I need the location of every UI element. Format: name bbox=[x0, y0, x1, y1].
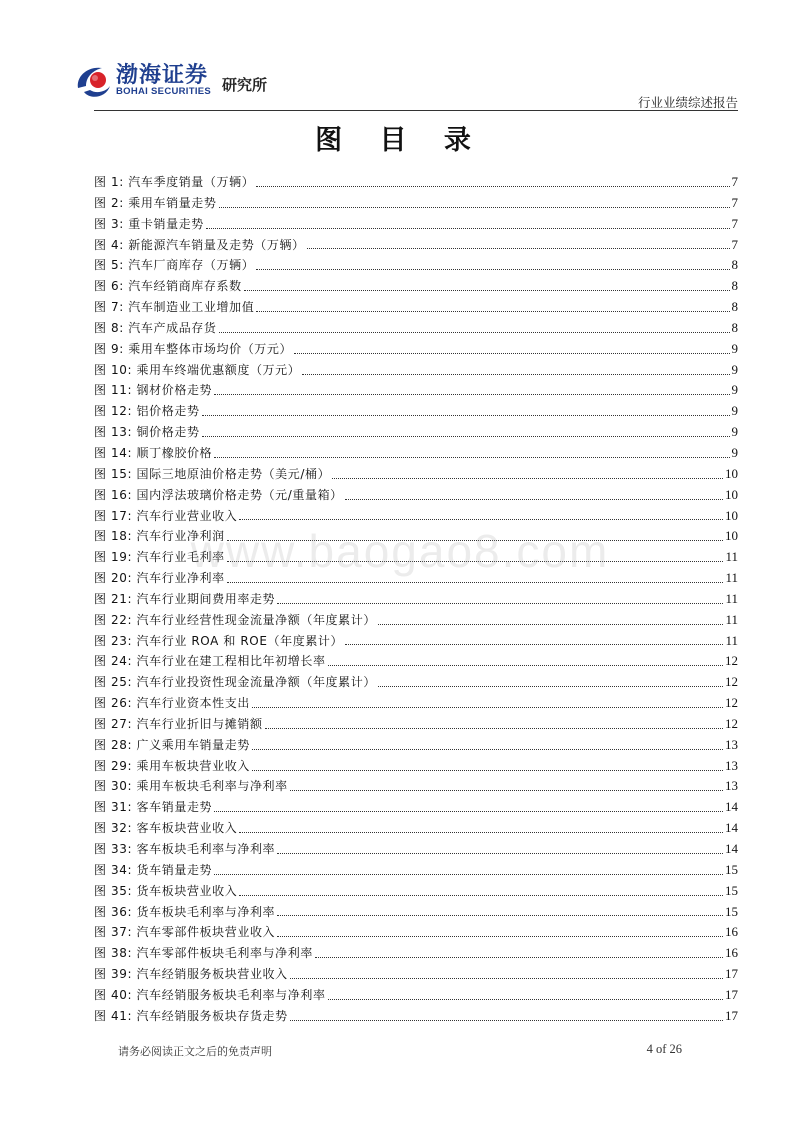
toc-dot-leader bbox=[277, 936, 723, 937]
toc-entry[interactable] bbox=[94, 631, 738, 652]
watermark: www.baogao8.com bbox=[190, 525, 610, 577]
toc-entry-page[interactable]: 9 bbox=[731, 424, 738, 440]
toc-dot-leader bbox=[252, 770, 723, 771]
toc-entry-label[interactable]: 图 31: 客车销量走势 bbox=[94, 800, 213, 815]
toc-entry-label[interactable]: 图 24: 汽车行业在建工程相比年初增长率 bbox=[94, 654, 326, 669]
toc-dot-leader bbox=[277, 853, 723, 854]
toc-entry-page[interactable]: 17 bbox=[725, 986, 738, 1002]
toc-entry[interactable] bbox=[94, 380, 738, 401]
toc-entry-label[interactable]: 图 26: 汽车行业资本性支出 bbox=[94, 696, 250, 711]
toc-dot-leader bbox=[214, 811, 723, 812]
toc-entry-page[interactable]: 9 bbox=[731, 444, 738, 460]
toc-entry[interactable] bbox=[94, 672, 738, 693]
toc-dot-leader bbox=[315, 957, 723, 958]
toc-entry-label[interactable]: 图 35: 货车板块营业收入 bbox=[94, 883, 238, 898]
toc-entry-page[interactable]: 8 bbox=[731, 319, 738, 335]
toc-dot-leader bbox=[307, 248, 730, 249]
toc-dot-leader bbox=[332, 478, 723, 479]
toc-entry-label[interactable]: 图 39: 汽车经销服务板块营业收入 bbox=[94, 967, 288, 982]
toc-entry[interactable] bbox=[94, 902, 738, 923]
toc-entry[interactable] bbox=[94, 526, 738, 547]
toc-entry-label[interactable]: 图 11: 钢材价格走势 bbox=[94, 383, 213, 398]
toc-entry[interactable] bbox=[94, 485, 738, 506]
toc-entry-page[interactable]: 7 bbox=[731, 236, 738, 252]
toc-dot-leader bbox=[239, 832, 723, 833]
toc-dot-leader bbox=[227, 540, 723, 541]
toc-entry[interactable] bbox=[94, 693, 738, 714]
toc-entry-page[interactable]: 17 bbox=[725, 966, 738, 982]
toc-entry-label[interactable]: 图 9: 乘用车整体市场均价（万元） bbox=[94, 341, 293, 356]
toc-entry-label[interactable]: 图 1: 汽车季度销量（万辆） bbox=[94, 175, 255, 189]
toc-entry-label[interactable]: 图 34: 货车销量走势 bbox=[94, 862, 213, 877]
toc-entry[interactable] bbox=[94, 193, 738, 214]
toc-dot-leader bbox=[302, 374, 729, 375]
toc-entry-page[interactable]: 10 bbox=[725, 528, 738, 544]
toc-entry-page[interactable]: 7 bbox=[731, 194, 738, 210]
toc-dot-leader bbox=[244, 290, 730, 291]
toc-entry-page[interactable]: 9 bbox=[731, 382, 738, 398]
toc-entry-label[interactable]: 图 17: 汽车行业营业收入 bbox=[94, 508, 238, 523]
toc-entry-label[interactable]: 图 4: 新能源汽车销量及走势（万辆） bbox=[94, 237, 305, 252]
toc-entry[interactable] bbox=[94, 568, 738, 589]
toc-entry-label[interactable]: 图 41: 汽车经销服务板块存货走势 bbox=[94, 1008, 288, 1023]
toc-entry-label[interactable]: 图 14: 顺丁橡胶价格 bbox=[94, 445, 213, 460]
toc-entry[interactable] bbox=[94, 297, 738, 318]
toc-dot-leader bbox=[277, 915, 723, 916]
toc-dot-leader bbox=[256, 186, 729, 187]
toc-dot-leader bbox=[219, 207, 730, 208]
toc-entry[interactable] bbox=[94, 214, 738, 235]
toc-entry-label[interactable]: 图 30: 乘用车板块毛利率与净利率 bbox=[94, 779, 288, 794]
toc-entry-label[interactable]: 图 25: 汽车行业投资性现金流量净额（年度累计） bbox=[94, 675, 376, 690]
toc-entry[interactable] bbox=[94, 255, 738, 276]
toc-entry-page[interactable]: 17 bbox=[725, 1007, 738, 1023]
toc-entry[interactable] bbox=[94, 464, 738, 485]
toc-entry[interactable] bbox=[94, 922, 738, 943]
toc-entry-page[interactable]: 9 bbox=[731, 361, 738, 377]
footer-page-number: 4 of 26 bbox=[646, 1042, 682, 1056]
toc-entry-page[interactable]: 11 bbox=[725, 590, 738, 606]
toc-entry-page[interactable]: 11 bbox=[725, 570, 738, 586]
toc-entry[interactable] bbox=[94, 651, 738, 672]
toc-dot-leader bbox=[290, 978, 723, 979]
toc-entry-page[interactable]: 13 bbox=[725, 757, 738, 773]
toc-entry-label[interactable]: 图 22: 汽车行业经营性现金流量净额（年度累计） bbox=[94, 612, 376, 627]
toc-entry-page[interactable]: 7 bbox=[731, 174, 738, 189]
toc-entry-page[interactable]: 8 bbox=[731, 278, 738, 294]
toc-dot-leader bbox=[328, 999, 723, 1000]
toc-entry[interactable] bbox=[94, 339, 738, 360]
toc-entry-page[interactable]: 15 bbox=[725, 903, 738, 919]
toc-entry-page[interactable]: 13 bbox=[725, 778, 738, 794]
toc-entry-page[interactable]: 11 bbox=[725, 611, 738, 627]
toc-entry[interactable] bbox=[94, 964, 738, 985]
toc-dot-leader bbox=[214, 457, 729, 458]
toc-entry-page[interactable]: 14 bbox=[725, 820, 738, 836]
toc-dot-leader bbox=[345, 499, 723, 500]
toc-entry[interactable] bbox=[94, 401, 738, 422]
toc-dot-leader bbox=[202, 415, 730, 416]
toc-dot-leader bbox=[277, 603, 723, 604]
toc-entry-label[interactable]: 图 10: 乘用车终端优惠额度（万元） bbox=[94, 362, 301, 377]
toc-entry[interactable] bbox=[94, 756, 738, 777]
toc-entry-label[interactable]: 图 40: 汽车经销服务板块毛利率与净利率 bbox=[94, 987, 326, 1002]
toc-dot-leader bbox=[252, 707, 723, 708]
toc-entry[interactable] bbox=[94, 714, 738, 735]
toc-entry-page[interactable]: 12 bbox=[725, 653, 738, 669]
toc-entry-label[interactable]: 图 2: 乘用车销量走势 bbox=[94, 195, 217, 210]
toc-entry[interactable] bbox=[94, 422, 738, 443]
footer-disclaimer: 请务必阅读正文之后的免责声明 bbox=[118, 1045, 272, 1058]
toc-dot-leader bbox=[256, 311, 729, 312]
toc-entry[interactable] bbox=[94, 839, 738, 860]
toc-dot-leader bbox=[252, 749, 723, 750]
toc-entry-label[interactable]: 图 18: 汽车行业净利润 bbox=[94, 529, 225, 544]
page-header bbox=[0, 0, 800, 112]
toc-entry-label[interactable]: 图 36: 货车板块毛利率与净利率 bbox=[94, 904, 276, 919]
toc-entry-page[interactable]: 8 bbox=[731, 299, 738, 315]
toc-entry-page[interactable]: 12 bbox=[725, 715, 738, 731]
toc-entry-page[interactable]: 10 bbox=[725, 465, 738, 481]
toc-dot-leader bbox=[227, 561, 724, 562]
toc-entry[interactable] bbox=[94, 1006, 738, 1027]
toc-entry[interactable] bbox=[94, 589, 738, 610]
toc-entry-page[interactable]: 8 bbox=[731, 257, 738, 273]
toc-entry[interactable] bbox=[94, 776, 738, 797]
logo-english-name: BOHAI SECURITIES bbox=[116, 86, 212, 97]
toc-entry-label[interactable]: 图 27: 汽车行业折旧与摊销额 bbox=[94, 716, 263, 731]
toc-dot-leader bbox=[290, 1020, 723, 1021]
toc-dot-leader bbox=[219, 332, 730, 333]
toc-entry-page[interactable]: 10 bbox=[725, 486, 738, 502]
toc-dot-leader bbox=[378, 686, 723, 687]
toc-entry[interactable] bbox=[94, 985, 738, 1006]
toc-entry[interactable] bbox=[94, 235, 738, 256]
toc-entry[interactable] bbox=[94, 443, 738, 464]
toc-entry-label[interactable]: 图 13: 铜价格走势 bbox=[94, 425, 200, 440]
toc-entry[interactable] bbox=[94, 318, 738, 339]
toc-entry-label[interactable]: 图 5: 汽车厂商库存（万辆） bbox=[94, 258, 255, 273]
toc-entry-label[interactable]: 图 8: 汽车产成品存货 bbox=[94, 320, 217, 335]
toc-entry-page[interactable]: 12 bbox=[725, 695, 738, 711]
toc-dot-leader bbox=[202, 436, 730, 437]
toc-entry[interactable] bbox=[94, 360, 738, 381]
toc-entry-label[interactable]: 图 29: 乘用车板块营业收入 bbox=[94, 758, 250, 773]
toc-entry-page[interactable]: 16 bbox=[725, 945, 738, 961]
toc-dot-leader bbox=[378, 624, 724, 625]
toc-entry-label[interactable]: 图 38: 汽车零部件板块毛利率与净利率 bbox=[94, 946, 313, 961]
toc-entry-label[interactable]: 图 6: 汽车经销商库存系数 bbox=[94, 279, 242, 294]
toc-dot-leader bbox=[345, 644, 723, 645]
toc-dot-leader bbox=[294, 353, 729, 354]
toc-entry-label[interactable]: 图 16: 国内浮法玻璃价格走势（元/重量箱） bbox=[94, 487, 343, 502]
toc-entry-page[interactable]: 9 bbox=[731, 340, 738, 356]
toc-entry-page[interactable]: 11 bbox=[725, 632, 738, 648]
toc-entry-page[interactable]: 13 bbox=[725, 736, 738, 752]
toc-dot-leader bbox=[214, 394, 729, 395]
toc-dot-leader bbox=[227, 582, 724, 583]
toc-entry-label[interactable]: 图 3: 重卡销量走势 bbox=[94, 216, 204, 231]
toc-entry[interactable] bbox=[94, 506, 738, 527]
toc-entry-label[interactable]: 图 37: 汽车零部件板块营业收入 bbox=[94, 925, 276, 940]
toc-entry-label[interactable]: 图 19: 汽车行业毛利率 bbox=[94, 550, 225, 565]
toc-entry[interactable] bbox=[94, 735, 738, 756]
toc-entry[interactable] bbox=[94, 860, 738, 881]
toc-entry[interactable] bbox=[94, 547, 738, 568]
toc-entry-label[interactable]: 图 28: 广义乘用车销量走势 bbox=[94, 737, 250, 752]
toc-title: 图 目 录 bbox=[315, 125, 485, 156]
toc-entry-page[interactable]: 16 bbox=[725, 924, 738, 940]
toc-dot-leader bbox=[239, 895, 723, 896]
toc-entry[interactable] bbox=[94, 610, 738, 631]
toc-dot-leader bbox=[256, 269, 729, 270]
toc-entry-page[interactable]: 9 bbox=[731, 403, 738, 419]
toc-entry-page[interactable]: 14 bbox=[725, 841, 738, 856]
toc-entry[interactable] bbox=[94, 818, 738, 839]
toc-entry[interactable] bbox=[94, 881, 738, 902]
toc-dot-leader bbox=[290, 790, 723, 791]
toc-entry-label[interactable]: 图 23: 汽车行业 ROA 和 ROE（年度累计） bbox=[94, 633, 344, 648]
toc-entry-page[interactable]: 7 bbox=[731, 215, 738, 231]
toc-entry-label[interactable]: 图 20: 汽车行业净利率 bbox=[94, 571, 225, 586]
toc-entry[interactable] bbox=[94, 797, 738, 818]
toc-entry-page[interactable]: 12 bbox=[725, 674, 738, 690]
toc-entry[interactable] bbox=[94, 943, 738, 964]
logo-chinese-name: 渤海证券 bbox=[116, 63, 209, 88]
toc-entry[interactable] bbox=[94, 172, 738, 193]
toc-entry-page[interactable]: 15 bbox=[725, 882, 738, 898]
toc-dot-leader bbox=[328, 665, 723, 666]
institute-label: 研究所 bbox=[222, 76, 268, 94]
toc-dot-leader bbox=[265, 728, 723, 729]
toc-entry-label[interactable]: 图 33: 客车板块毛利率与净利率 bbox=[94, 842, 276, 856]
toc-entry-label[interactable]: 图 12: 铝价格走势 bbox=[94, 404, 200, 419]
toc-entry-label[interactable]: 图 7: 汽车制造业工业增加值 bbox=[94, 300, 255, 315]
toc-entry-label[interactable]: 图 32: 客车板块营业收入 bbox=[94, 821, 238, 836]
toc-entry-label[interactable]: 图 15: 国际三地原油价格走势（美元/桶） bbox=[94, 466, 331, 481]
toc-dot-leader bbox=[239, 519, 723, 520]
toc-entry-label[interactable]: 图 21: 汽车行业期间费用率走势 bbox=[94, 591, 276, 606]
toc-entry-page[interactable]: 10 bbox=[725, 507, 738, 523]
toc-entry[interactable] bbox=[94, 276, 738, 297]
toc-entry-page[interactable]: 11 bbox=[725, 549, 738, 565]
toc-dot-leader bbox=[214, 874, 723, 875]
report-type-label: 行业业绩综述报告 bbox=[637, 95, 738, 110]
bohai-logo-icon bbox=[74, 62, 112, 102]
toc-entry-page[interactable]: 14 bbox=[725, 799, 738, 815]
toc-dot-leader bbox=[206, 228, 730, 229]
toc-entry-page[interactable]: 15 bbox=[725, 861, 738, 877]
header-divider bbox=[94, 110, 738, 111]
figure-list bbox=[94, 172, 738, 1027]
